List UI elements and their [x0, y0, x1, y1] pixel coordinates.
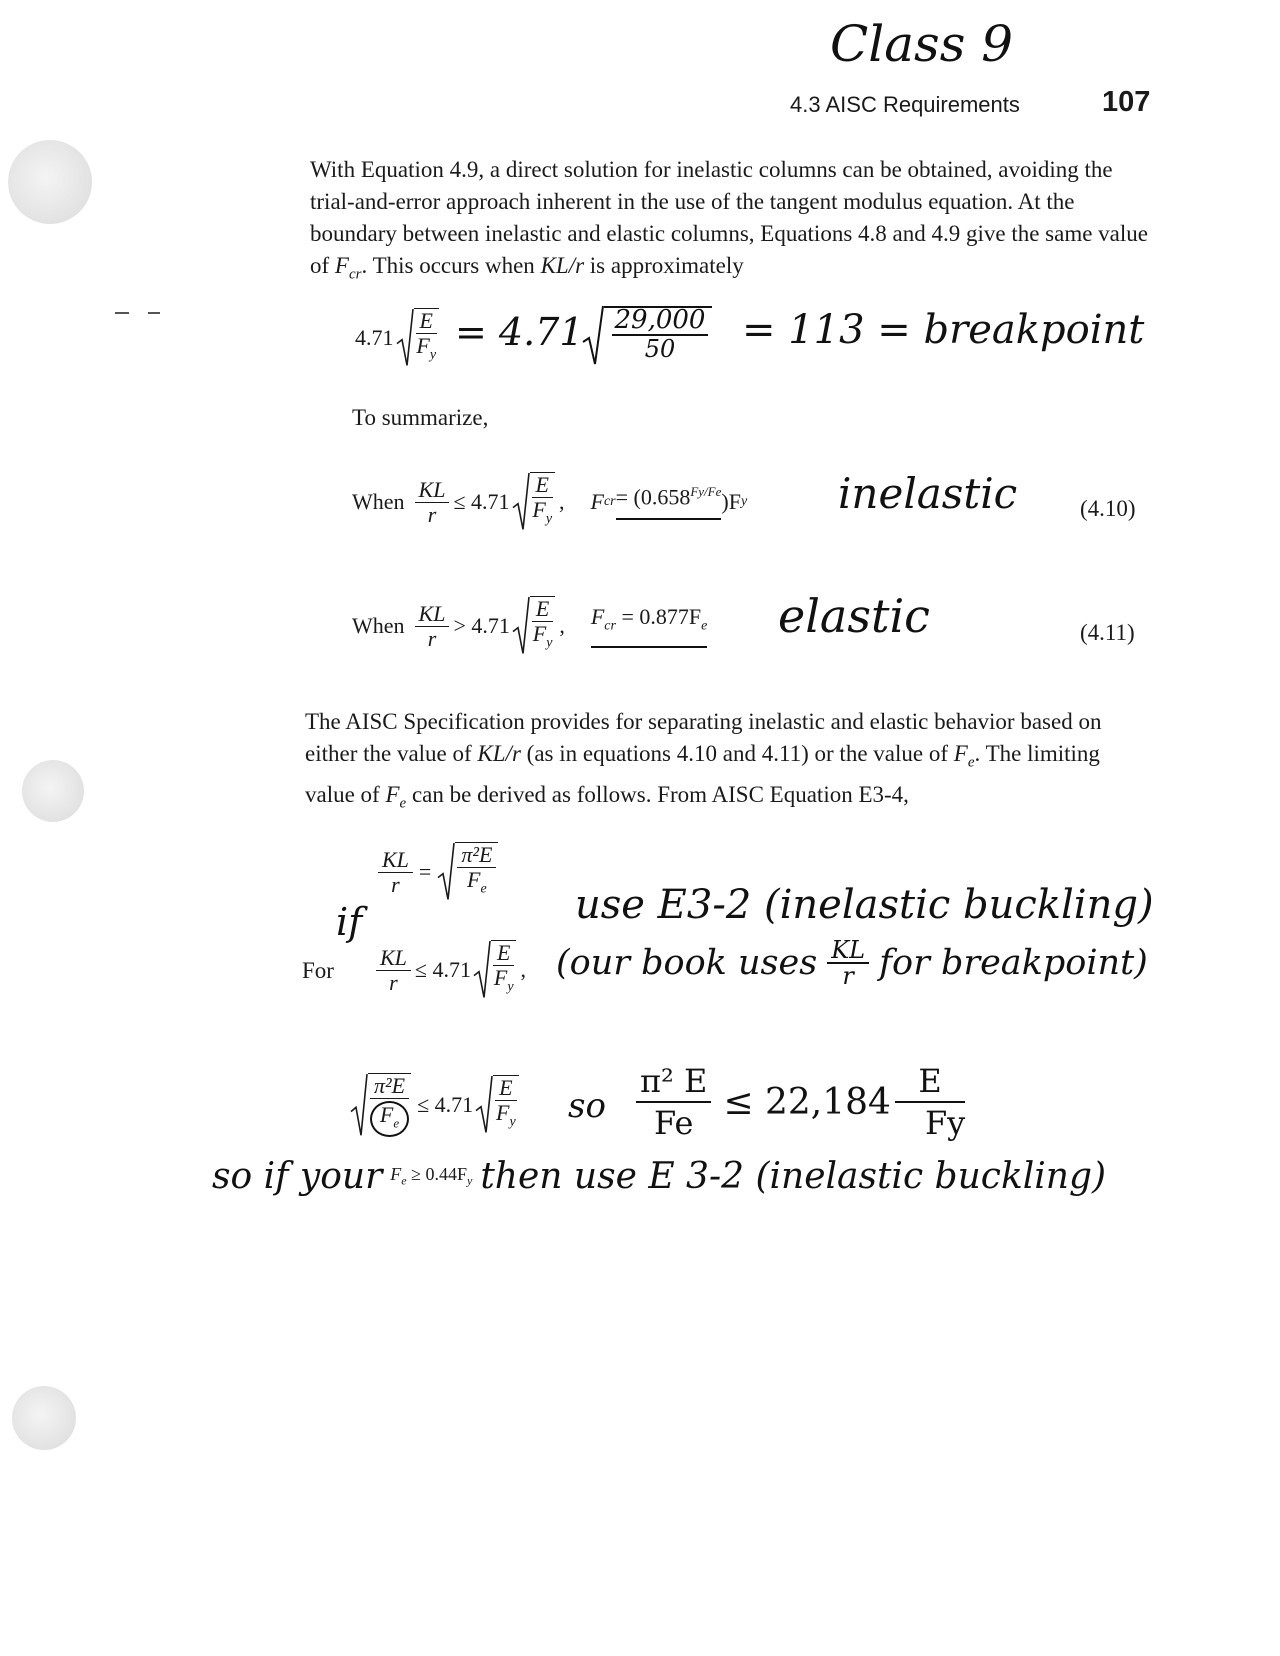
equation-number-4-10: (4.10): [1080, 496, 1136, 521]
scan-mark: [115, 312, 129, 314]
breakpoint-equation: 4.71 $\frac{E}{F_y}$: [355, 298, 439, 378]
equation-4-10: When $\frac{KL}{r}$ ≤ 4.71 $\frac{E}{F_y}$ , F cr = ($0.658^{Fy/Fe}$ )F y: [352, 462, 747, 542]
scan-mark: [148, 312, 160, 314]
hw-if: if: [336, 900, 363, 944]
derivation-equation: $\frac{\text{π²E}}{F_e}$ ≤ 4.71 $\frac{E}{F_y}$: [350, 1060, 519, 1150]
hw-inelastic-note: inelastic: [838, 469, 1018, 518]
page-number: 107: [1102, 86, 1151, 118]
hw-so: so: [568, 1086, 606, 1126]
hw-use-e3-2-note: use E3-2 (inelastic buckling): [575, 882, 1154, 928]
binder-hole-middle: [22, 760, 84, 822]
binder-hole-bottom: [12, 1386, 76, 1450]
intro-paragraph: With Equation 4.9, a direct solution for inelastic columns can be obtained, avoiding the trial-and-error approach inherent in the use of the tangent modulus equation. At the boundary between inelastic and elastic columns, Equations 4.8 and 4.9 give the same value of $F_{cr}$. This occurs when KL/r is approximately: [310, 157, 1148, 283]
equation-4-11: When $\frac{KL}{r}$ > 4.71 $\frac{E}{F_y}$ , $F_{cr} = 0.877F_e$: [352, 586, 707, 666]
final-conclusion-line: so if your $F_e \ge 0.44F_y$ then use E 3-2 (inelastic buckling): [212, 1155, 1107, 1197]
hw-book-note: (our book uses $\frac{KL}{r}$ for breakpoint): [556, 936, 1148, 990]
for-label: For: [302, 958, 334, 983]
hw-breakpoint-num: 29,000: [614, 305, 706, 335]
binder-hole-top: [8, 140, 92, 224]
aisc-paragraph: The AISC Specification provides for separating inelastic and elastic behavior based on either the value of KL/r (as in equations 4.10 and 4.11) or the value of $F_e$. The limiting value of $F_e$ can be derived as follows. From AISC Equation E3-4,: [305, 709, 1102, 812]
for-equation: $\frac{KL}{r}$ ≤ 4.71 $\frac{E}{F_y}$ ,: [376, 930, 526, 1010]
section-header: 4.3 AISC Requirements: [790, 92, 1020, 117]
summarize-label: To summarize,: [352, 405, 489, 430]
hw-derivation: $\frac{\text{π² E}}{Fe}$ ≤ 22,184 $\frac{E}{Fy}$: [636, 1052, 965, 1152]
handwritten-title: Class 9: [830, 15, 1014, 73]
equation-number-4-11: (4.11): [1080, 620, 1135, 645]
hw-breakpoint-den: 50: [644, 335, 676, 363]
hw-breakpoint-eq: = 4.71: [455, 310, 584, 354]
equation-e3-4: $\frac{KL}{r}$ = $\frac{\text{π²E}}{F_e}$: [378, 832, 498, 912]
hw-breakpoint-result: = 113 = breakpoint: [742, 307, 1145, 353]
hw-elastic-note: elastic: [778, 589, 930, 643]
